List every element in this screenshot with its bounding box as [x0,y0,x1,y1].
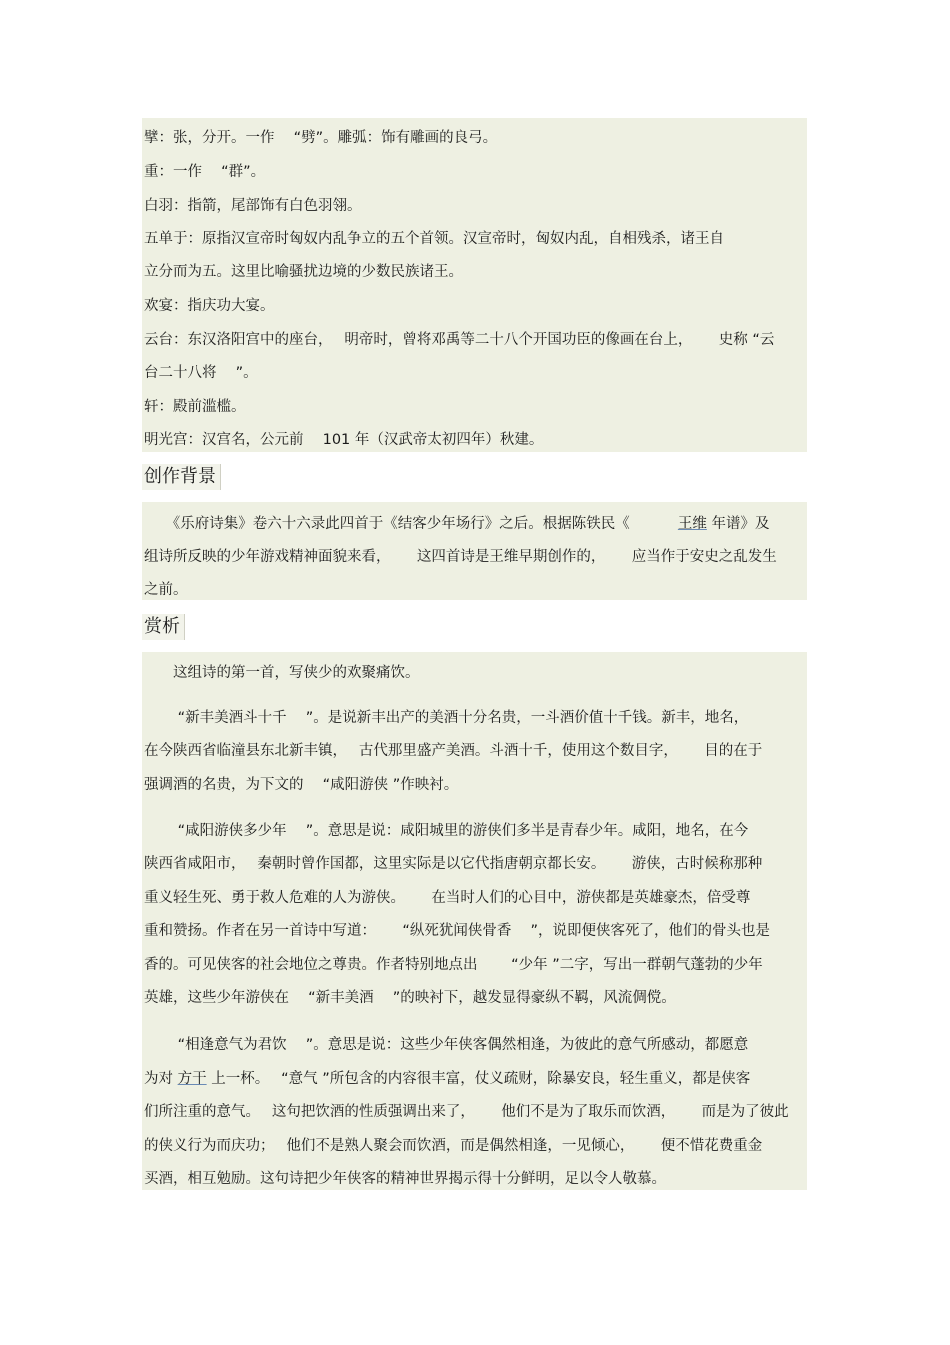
fang-gan-link[interactable]: 方干 [177,1071,207,1087]
paragraph-line: 们所注重的意气。 这句把饮酒的性质强调出来了， 他们不是为了取乐而饮酒， 而是为了彼此 [144,1104,789,1120]
section-heading-background: 创作背景 [142,464,221,490]
background-line: 组诗所反映的少年游戏精神面貌来看， 这四首诗是王维早期创作的， 应当作于安史之乱发生 [144,549,777,565]
paragraph-line [144,1069,750,1089]
paragraph-line: “新丰美酒斗十千 ”。是说新丰出产的美酒十分名贵，一斗酒价值十千钱。新丰，地名， [144,710,749,726]
background-line [144,514,769,534]
note-line: 擘：张，分开。一作 “劈”。雕弧：饰有雕画的良弓。 [144,130,498,146]
paragraph-line: 香的。可见侠客的社会地位之尊贵。作者特别地点出 “少年 ”二字，写出一群朝气蓬勃的少年 [144,957,763,973]
background-text: 年谱》及 [706,516,770,532]
note-line: 五单于：原指汉宣帝时匈奴内乱争立的五个首领。汉宣帝时，匈奴内乱，自相残杀，诸王自 [144,231,724,247]
background-panel [142,502,807,600]
appreciation-panel [142,652,807,1190]
note-line: 轩：殿前滥槛。 [144,399,246,415]
note-line: 白羽：指箭，尾部饰有白色羽翎。 [144,198,362,214]
note-line: 明光宫：汉宫名，公元前 101 年（汉武帝太初四年）秋建。 [144,432,544,448]
paragraph-line: “咸阳游侠多少年 ”。意思是说：咸阳城里的游侠们多半是青春少年。咸阳，地名，在今 [144,823,749,839]
paragraph-text: 上一杯。 “意气 ”所包含的内容很丰富，仗义疏财，除暴安良，轻生重义，都是侠客 [206,1071,751,1087]
paragraph-line: 陕西省咸阳市， 秦朝时曾作国都，这里实际是以它代指唐朝京都长安。 游侠，古时候称那种 [144,856,763,872]
paragraph-line: 买酒，相互勉励。这句诗把少年侠客的精神世界揭示得十分鲜明，足以令人敬慕。 [144,1171,666,1187]
paragraph-line: 这组诗的第一首，写侠少的欢聚痛饮。 [144,665,420,681]
note-line: 重：一作 “群”。 [144,164,266,180]
section-heading-appreciation: 赏析 [142,614,185,640]
background-text: 《乐府诗集》卷六十六录此四首于《结客少年场行》之后。根据陈铁民《 [144,516,678,532]
background-line: 之前。 [144,582,188,598]
paragraph-text: 为对 [144,1071,178,1087]
note-line: 云台：东汉洛阳宫中的座台， 明帝时，曾将邓禹等二十八个开国功臣的像画在台上， 史称 “云 [144,332,775,348]
paragraph-line: 英雄，这些少年游侠在 “新丰美酒 ”的映衬下，越发显得豪纵不羁，风流倜傥。 [144,990,676,1006]
paragraph-line: “相逢意气为君饮 ”。意思是说：这些少年侠客偶然相逢，为彼此的意气所感动，都愿意 [144,1037,749,1053]
notes-panel [142,118,807,452]
paragraph-line: 重和赞扬。作者在另一首诗中写道： “纵死犹闻侠骨香 ”，说即便侠客死了，他们的骨头也是 [144,923,770,939]
paragraph-line: 在今陕西省临潼县东北新丰镇， 古代那里盛产美酒。斗酒十千，使用这个数目字， 目的在于 [144,743,763,759]
paragraph-line: 重义轻生死、勇于救人危难的人为游侠。 在当时人们的心目中，游侠都是英雄豪杰，倍受尊 [144,890,751,906]
note-line: 欢宴：指庆功大宴。 [144,298,275,314]
wang-wei-link[interactable]: 王维 [677,516,707,532]
note-line: 立分而为五。这里比喻骚扰边境的少数民族诸王。 [144,264,463,280]
paragraph-line: 的侠义行为而庆功； 他们不是熟人聚会而饮酒，而是偶然相逢，一见倾心， 便不惜花费重金 [144,1138,763,1154]
note-line: 台二十八将 ”。 [144,365,258,381]
paragraph-line: 强调酒的名贵，为下文的 “咸阳游侠 ”作映衬。 [144,777,459,793]
